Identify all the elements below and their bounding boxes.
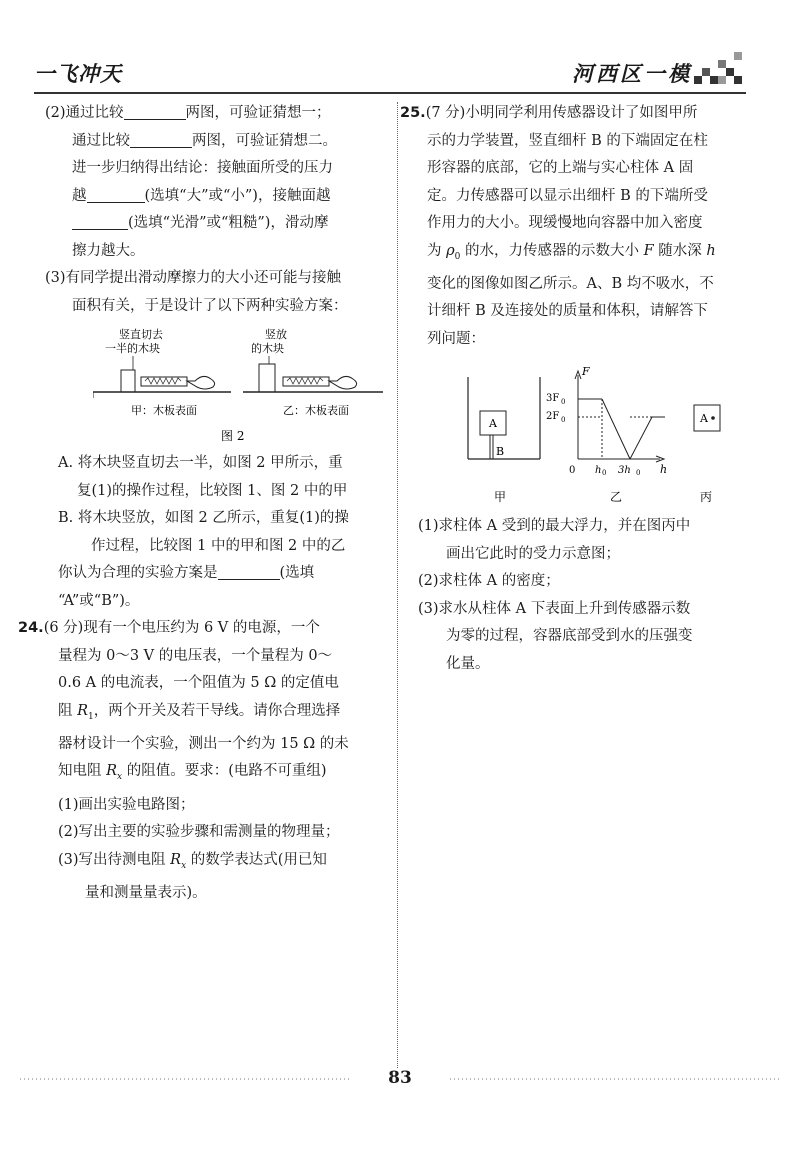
left-column [18, 100, 390, 908]
half-block-icon [121, 370, 135, 392]
page-header-title: 河西区一模 [572, 62, 692, 86]
q24-line6: 知电阻 $R_x$ 的阻值。要求：(电路不可重组) [58, 763, 327, 783]
fig2-b-caption: 乙：木板表面 [283, 404, 349, 417]
fig2-a-label2: 一半的木块 [105, 342, 160, 355]
q25-sub3-line1: (3)求水从柱体 A 下表面上升到传感器示数 [418, 600, 691, 617]
q23-2-line5: (选填“光滑”或“粗糙”)，滑动摩 [45, 210, 390, 238]
fig2-a-caption: 甲：木板表面 [131, 404, 197, 417]
q25-line3: 形容器的底部，它的上端与实心柱体 A 固 [427, 160, 694, 176]
option-b-line1: B. 将木块竖放，如图 2 乙所示，重复(1)的操 [58, 510, 349, 526]
checker-pattern-icon [694, 52, 742, 88]
q25-line6: 为 $\rho_0$ 的水，力传感器的示数大小 F 随水深 h [427, 242, 716, 262]
q24-line1: 24.(6 分)现有一个电压约为 6 V 的电源，一个 [18, 620, 320, 636]
option-a-line2: 复(1)的操作过程，比较图 1、图 2 中的甲 [77, 482, 348, 499]
caption-bing: 丙 [700, 490, 713, 505]
tick-2f0: 2F [546, 411, 560, 423]
q25-sub1-line2: 画出它此时的受力示意图； [446, 545, 620, 562]
tick-h0: h [595, 465, 602, 477]
hand-icon [329, 376, 357, 389]
axis-f-label: F [582, 365, 590, 379]
q25-sub1-line1: (1)求柱体 A 受到的最大浮力，并在图丙中 [418, 518, 691, 535]
force-depth-graph [546, 365, 667, 477]
label-b: B [496, 445, 505, 459]
answer-blank[interactable] [218, 561, 280, 580]
q24-number: 24. [18, 620, 44, 636]
fig2-b-label1: 竖放 [265, 328, 287, 341]
force-diagram-box [694, 405, 720, 431]
tick-3h0: 3h [618, 465, 631, 477]
svg-text:0: 0 [561, 398, 566, 407]
axis-h-label: h [660, 463, 668, 477]
svg-text:0: 0 [602, 469, 607, 478]
q23-3-line1: (3)有同学提出滑动摩擦力的大小还可能与接触 [45, 270, 342, 286]
container-diagram [468, 377, 540, 459]
q24-line5: 器材设计一个实验，测出一个约为 15 Ω 的未 [58, 735, 349, 752]
column-divider [397, 102, 398, 1068]
q25-sub2: (2)求柱体 A 的密度； [418, 573, 560, 590]
q25-sub3-line2: 为零的过程，容器底部受到水的压强变 [446, 628, 693, 645]
q25-line7: 变化的图像如图乙所示。A、B 均不吸水，不 [427, 275, 714, 292]
q24-line2: 量程为 0～3 V 的电压表，一个量程为 0～ [58, 647, 333, 664]
q25-line2: 示的力学装置，竖直细杆 B 的下端固定在柱 [427, 132, 708, 149]
brand-logo-text: 一飞冲天 [34, 62, 122, 86]
q23-2-line2: 通过比较 两图，可验证猜想二。 [45, 128, 390, 156]
label-a: A [489, 417, 497, 431]
page-number: 83 [388, 1068, 412, 1088]
q25-line4: 定。力传感器可以显示出细杆 B 的下端所受 [427, 187, 708, 204]
figure-q25 [460, 359, 760, 509]
q23-3-answer-line2: “A”或“B”)。 [58, 592, 140, 609]
answer-blank[interactable] [124, 101, 186, 120]
q23-2-line6: 擦力越大。 [72, 242, 145, 259]
q24-line4: 阻 $R_1$，两个开关及若干导线。请你合理选择 [58, 702, 341, 722]
q25-line8: 计细杆 B 及连接处的质量和体积，请解答下 [427, 303, 708, 320]
q24-sub1: (1)画出实验电路图； [58, 796, 195, 813]
label-a-dot: A [700, 412, 708, 426]
answer-blank[interactable] [72, 211, 128, 230]
caption-yi: 乙 [610, 490, 623, 505]
q25-line5: 作用力的大小。现缓慢地向容器中加入密度 [427, 215, 703, 231]
q25-number: 25. [400, 105, 426, 121]
svg-text:0: 0 [561, 416, 566, 425]
q24-sub3-line1: (3)写出待测电阻 $R_x$ 的数学表达式(用已知 [58, 851, 327, 871]
hand-icon [187, 376, 215, 389]
option-b-line2: 作过程，比较图 1 中的甲和图 2 中的乙 [91, 537, 346, 554]
figure-2 [93, 326, 393, 444]
right-column [400, 100, 745, 678]
answer-blank[interactable] [87, 184, 145, 203]
q23-3-line2: 面积有关，于是设计了以下两种实验方案： [72, 297, 348, 314]
fig2-a-label1: 竖直切去 [119, 328, 163, 341]
q24-line3: 0.6 A 的电流表，一个阻值为 5 Ω 的定值电 [58, 675, 339, 691]
q24-sub2: (2)写出主要的实验步骤和需测量的物理量； [58, 824, 340, 841]
svg-text:0: 0 [636, 469, 641, 478]
fig2-b-label2: 的木块 [251, 342, 284, 355]
caption-jia: 甲 [494, 490, 507, 505]
upright-block-icon [259, 364, 275, 392]
origin-label: 0 [569, 465, 576, 477]
option-a-line1: A. 将木块竖直切去一半，如图 2 甲所示，重 [58, 455, 343, 471]
fig2-title: 图 2 [221, 429, 245, 443]
q25-sub3-line3: 化量。 [446, 655, 490, 672]
q23-2-line1: (2)通过比较 两图，可验证猜想一； [45, 100, 390, 128]
q25-line1: 25.(7 分)小明同学利用传感器设计了如图甲所 [400, 105, 698, 121]
q25-line9: 列问题： [427, 330, 485, 347]
q23-2-line4: 越 (选填“大”或“小”)，接触面越 [45, 183, 390, 211]
answer-blank[interactable] [130, 129, 192, 148]
q23-3-answer-line1: 你认为合理的实验方案是 (选填 [45, 560, 390, 588]
tick-3f0: 3F [546, 393, 560, 405]
q24-sub3-line2: 量和测量量表示)。 [85, 885, 207, 902]
q23-2-line3: 进一步归纳得出结论：接触面所受的压力 [72, 160, 333, 176]
header-rule [34, 92, 746, 94]
